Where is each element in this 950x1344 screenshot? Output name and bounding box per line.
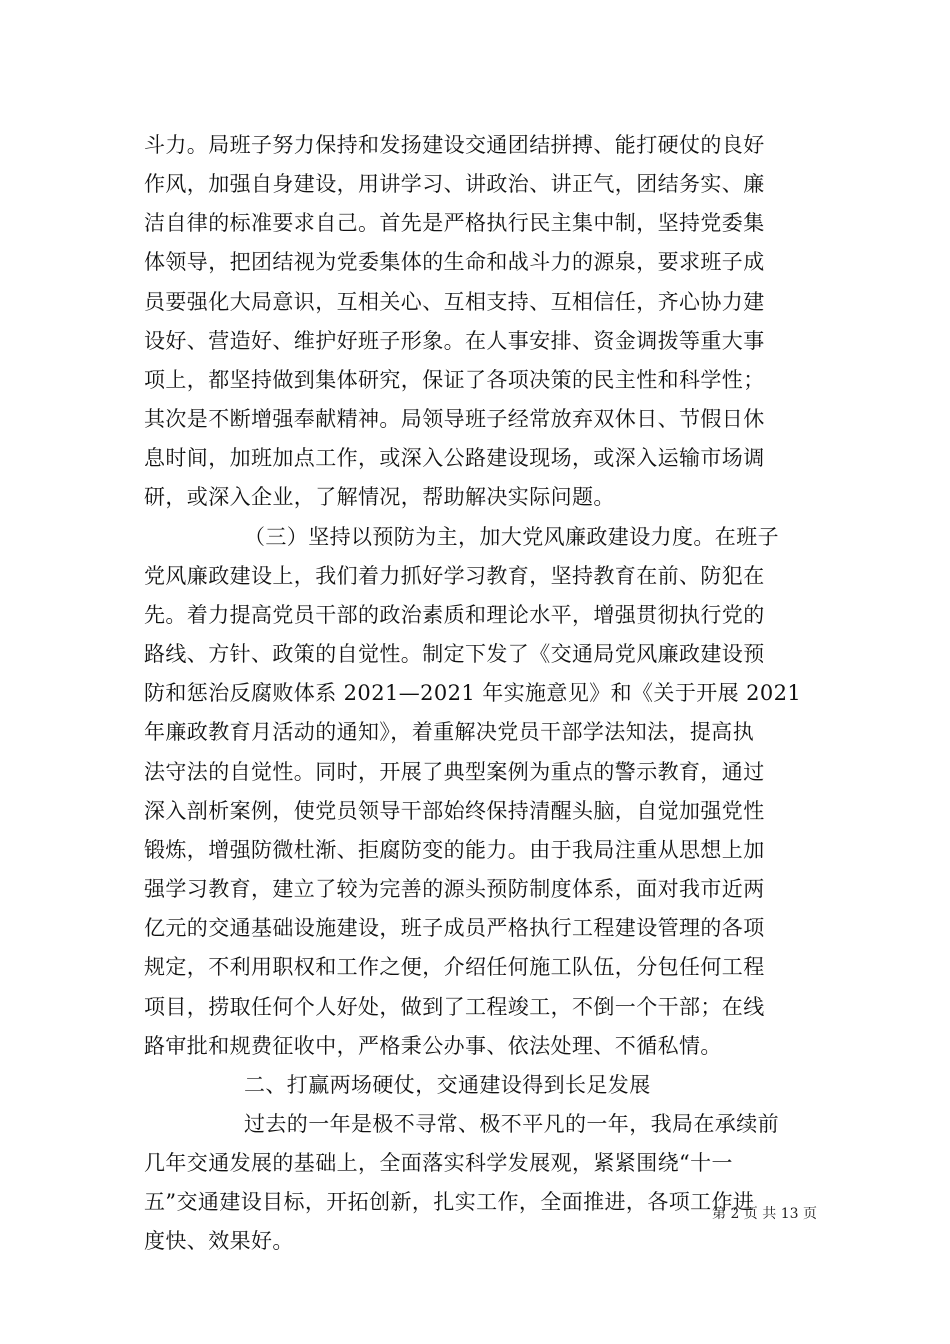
text-line: 其次是不断增强奉献精神。局领导班子经常放弃双休日、节假日休	[144, 407, 765, 431]
text-line: 防和惩治反腐败体系 2021—2021 年实施意见》和《关于开展 2021	[144, 681, 802, 705]
text-line: 强学习教育，建立了较为完善的源头预防制度体系，面对我市近两	[144, 877, 765, 901]
text-line: 体领导，把团结视为党委集体的生命和战斗力的源泉，要求班子成	[144, 250, 765, 274]
text-line: 研，或深入企业，了解情况，帮助解决实际问题。	[144, 485, 615, 509]
text-line: 几年交通发展的基础上，全面落实科学发展观，紧紧围绕“十一	[144, 1151, 733, 1175]
text-line: 五”交通建设目标，开拓创新，扎实工作，全面推进，各项工作进	[144, 1190, 755, 1214]
text-line: 息时间，加班加点工作，或深入公路建设现场，或深入运输市场调	[144, 446, 765, 470]
text-line: 项目，捞取任何个人好处，做到了工程竣工，不倒一个干部；在线	[144, 995, 765, 1019]
text-line: 锻炼，增强防微杜渐、拒腐防变的能力。由于我局注重从思想上加	[144, 838, 765, 862]
text-line: 过去的一年是极不寻常、极不平凡的一年，我局在承续前	[244, 1112, 779, 1136]
section-heading-line: （三）坚持以预防为主，加大党风廉政建设力度。在班子	[244, 525, 779, 549]
text-line: 路审批和规费征收中，严格秉公办事、依法处理、不循私情。	[144, 1034, 722, 1058]
text-line: 路线、方针、政策的自觉性。制定下发了《交通局党风廉政建设预	[144, 642, 765, 666]
text-line: 规定，不利用职权和工作之便，介绍任何施工队伍，分包任何工程	[144, 955, 765, 979]
page-number-footer: 第 2 页 共 13 页	[712, 1206, 817, 1222]
text-line: 设好、营造好、维护好班子形象。在人事安排、资金调拨等重大事	[144, 329, 765, 353]
text-line: 党风廉政建设上，我们着力抓好学习教育，坚持教育在前、防犯在	[144, 564, 765, 588]
text-line: 作风，加强自身建设，用讲学习、讲政治、讲正气，团结务实、廉	[144, 172, 765, 196]
text-line: 年廉政教育月活动的通知》，着重解决党员干部学法知法，提高执	[144, 720, 755, 744]
text-line: 法守法的自觉性。同时，开展了典型案例为重点的警示教育，通过	[144, 760, 765, 784]
text-line: 洁自律的标准要求自己。首先是严格执行民主集中制，坚持党委集	[144, 211, 765, 235]
text-line: 斗力。局班子努力保持和发扬建设交通团结拼搏、能打硬仗的良好	[144, 133, 765, 157]
text-line: 深入剖析案例，使党员领导干部始终保持清醒头脑，自觉加强党性	[144, 799, 765, 823]
text-line: 先。着力提高党员干部的政治素质和理论水平，增强贯彻执行党的	[144, 603, 765, 627]
text-line: 员要强化大局意识，互相关心、互相支持、互相信任，齐心协力建	[144, 290, 765, 314]
text-line: 度快、效果好。	[144, 1229, 294, 1253]
section-heading: 二、打赢两场硬仗，交通建设得到长足发展	[244, 1073, 651, 1097]
text-line: 亿元的交通基础设施建设，班子成员严格执行工程建设管理的各项	[144, 916, 765, 940]
text-line: 项上，都坚持做到集体研究，保证了各项决策的民主性和科学性；	[144, 368, 765, 392]
